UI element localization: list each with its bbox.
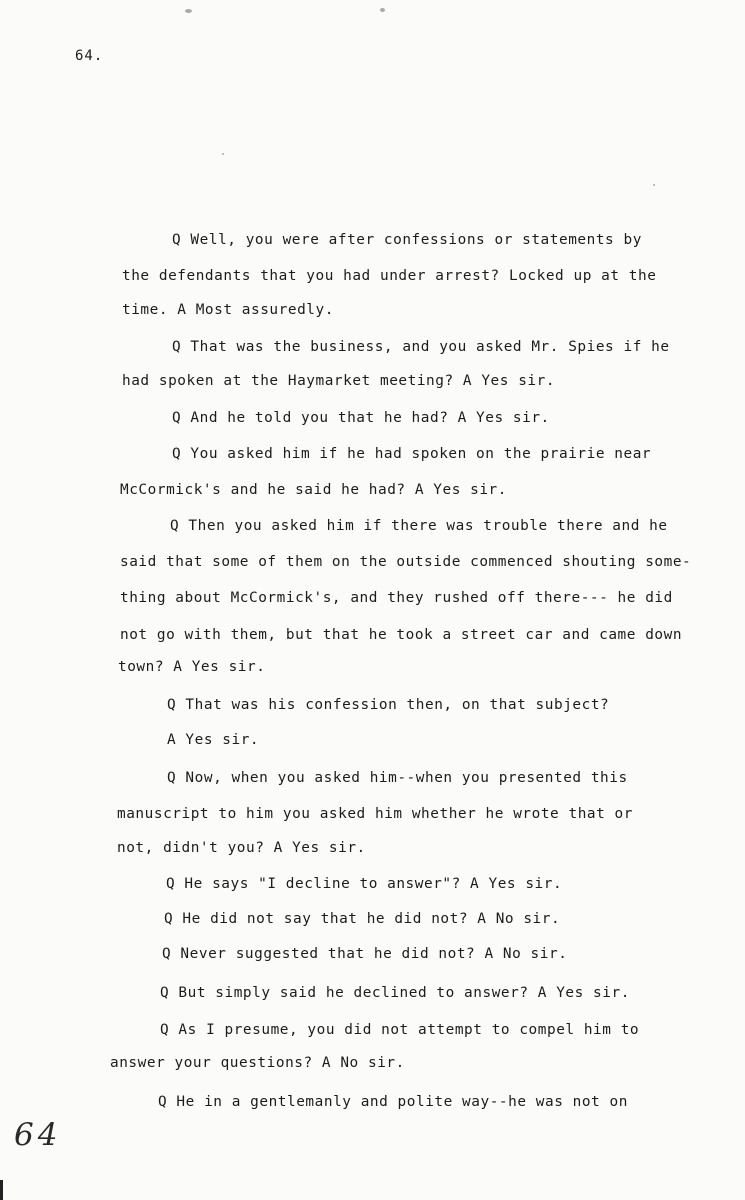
- text-line: Q You asked him if he had spoken on the prairie near: [172, 446, 652, 462]
- text-line: the defendants that you had under arrest? Locked up at the: [122, 268, 657, 284]
- text-line: answer your questions? A No sir.: [110, 1055, 405, 1071]
- paper-speck: [653, 184, 655, 186]
- text-line: A Yes sir.: [167, 732, 260, 748]
- text-line: McCormick's and he said he had? A Yes sir.: [120, 482, 507, 498]
- text-line: Q He in a gentlemanly and polite way--he was not on: [158, 1094, 628, 1110]
- text-line: Q Now, when you asked him--when you presented this: [167, 770, 628, 786]
- text-line: manuscript to him you asked him whether he wrote that or: [117, 806, 633, 822]
- text-line: Q And he told you that he had? A Yes sir.: [172, 410, 550, 426]
- paper-speck: [380, 8, 385, 12]
- paper-speck: [222, 153, 224, 155]
- text-line: had spoken at the Haymarket meeting? A Yes sir.: [122, 373, 556, 389]
- text-line: said that some of them on the outside commenced shouting some-: [120, 554, 692, 570]
- text-line: Q Then you asked him if there was trouble there and he: [170, 518, 668, 534]
- text-line: not, didn't you? A Yes sir.: [117, 840, 366, 856]
- binding-edge-mark: [0, 1180, 3, 1200]
- text-line: thing about McCormick's, and they rushed off there--- he did: [120, 590, 673, 606]
- text-line: not go with them, but that he took a street car and came down: [120, 627, 683, 643]
- text-line: Q Never suggested that he did not? A No sir.: [162, 946, 568, 962]
- text-line: Q That was the business, and you asked Mr. Spies if he: [172, 339, 670, 355]
- text-line: Q That was his confession then, on that subject?: [167, 697, 610, 713]
- text-line: town? A Yes sir.: [118, 659, 266, 675]
- text-line: Q Well, you were after confessions or statements by: [172, 232, 642, 248]
- handwritten-page-number: 64: [14, 1117, 62, 1153]
- text-line: Q He says "I decline to answer"? A Yes sir.: [166, 876, 563, 892]
- text-line: time. A Most assuredly.: [122, 302, 334, 318]
- page-number: 64.: [75, 48, 104, 64]
- text-line: Q As I presume, you did not attempt to compel him to: [160, 1022, 640, 1038]
- text-line: Q He did not say that he did not? A No sir.: [164, 911, 561, 927]
- paper-speck: [185, 9, 192, 13]
- text-line: Q But simply said he declined to answer? A Yes sir.: [160, 985, 630, 1001]
